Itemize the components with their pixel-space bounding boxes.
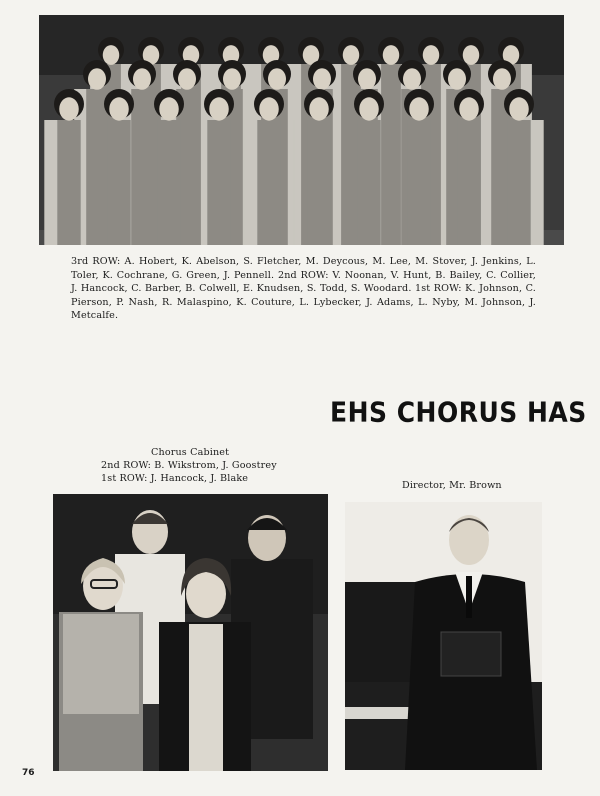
cabinet-photo bbox=[53, 494, 328, 771]
cabinet-row2-caption: 2nd ROW: B. Wikstrom, J. Goostrey bbox=[101, 460, 277, 471]
choir-caption: 3rd ROW: A. Hobert, K. Abelson, S. Fletcher, M. Deycous, M. Lee, M. Stover, J. Jenkins, L. Toler, K. Cochrane, G. Green, J. Pennell. 2nd ROW: V. Noonan, V. Hunt, B. Bailey, C. Collier, J. Hancock, C. Barber, B. Colwell, E. Knudsen, S. Todd, S. Woodard. 1st ROW: K. Johnson, C. Pierson, P. Nash, R. Malaspino, K. Couture, L. Lybecker, J. Adams, L. Nyby, M. Johnson, J. Metcalfe. bbox=[71, 256, 536, 322]
headline: EHS CHORUS HAS bbox=[330, 396, 587, 428]
page-number: 76 bbox=[22, 768, 35, 778]
cabinet-row1-caption: 1st ROW: J. Hancock, J. Blake bbox=[101, 473, 249, 484]
cabinet-title: Chorus Cabinet bbox=[151, 447, 230, 458]
choir-group-photo bbox=[39, 15, 564, 245]
director-caption: Director, Mr. Brown bbox=[402, 480, 502, 491]
director-photo bbox=[345, 502, 542, 770]
